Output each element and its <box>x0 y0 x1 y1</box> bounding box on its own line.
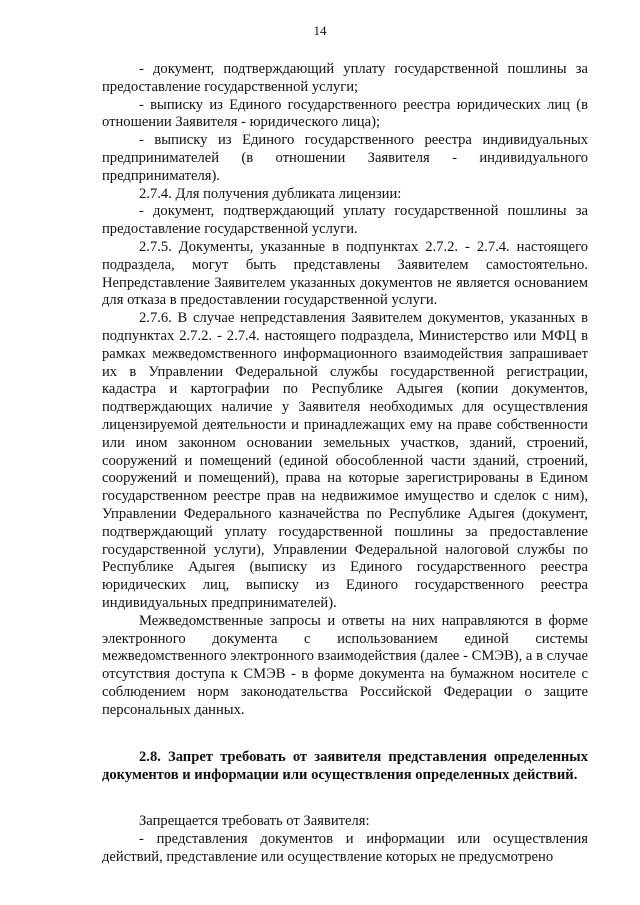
paragraph-2-7-4: 2.7.4. Для получения дубликата лицензии: <box>139 185 402 202</box>
paragraph-legal-entities-extract: - выписку из Единого государственного реестра юридических лиц (в отношении Заявителя - юридического лица); <box>102 96 588 131</box>
paragraph-prohibited-to-require: Запрещается требовать от Заявителя: <box>139 813 370 830</box>
page-number: 14 <box>313 23 327 38</box>
paragraph-2-7-5: 2.7.5. Документы, указанные в подпунктах 2.7.2. - 2.7.4. настоящего подраздела, могут быть представлены Заявителем самостоятельно. Непредставление Заявителем указанных документов не является основанием для отказа в предоставлении государственной услуги. <box>102 238 588 309</box>
paragraph-entrepreneurs-extract: - выписку из Единого государственного реестра индивидуальных предпринимателей (в отношении Заявителя - индивидуального предпринимателя). <box>102 132 588 184</box>
paragraph-state-fee: - документ, подтверждающий уплату государственной пошлины за предоставление государственной услуги; <box>102 61 588 95</box>
paragraph-duplicate-fee: - документ, подтверждающий уплату государственной пошлины за предоставление государственной услуги. <box>102 203 588 238</box>
paragraph-interagency-requests: Межведомственные запросы и ответы на них направляются в форме электронного документа с использованием единой системы межведомственного электронного взаимодействия (далее - СМЭВ), а в случае отсутствия доступа к СМЭВ - в форме документа на бумажном носителе с соблюдением норм законодательства Российской Федерации о защите персональных данных. <box>102 612 588 718</box>
section-heading-2-8: 2.8. Запрет требовать от заявителя представления определенных документов и информации или осуществления определенных действий. <box>102 749 588 784</box>
paragraph-documents-information: - представления документов и информации или осуществления действий, представление или осуществление которых не предусмотрено <box>102 830 588 865</box>
document-body <box>102 61 588 866</box>
paragraph-2-7-6: 2.7.6. В случае непредставления Заявителем документов, указанных в подпунктах 2.7.2. - 2.7.4. настоящего подраздела, Министерство или МФЦ в рамках межведомственного информационного взаимодействия запрашивает их в Управлении Федеральной службы государственной регистрации, кадастра и картографии по Республике Адыгея (копии документов, подтверждающих наличие у Заявителя необходимых для осуществления лицензируемой деятельности и принадлежащих ему на праве собственности или ином законном основании земельных участков, зданий, строений, сооружений и помещений (единой обособленной части зданий, строений, сооружений и помещений), права на которые зарегистрированы в Едином государственном реестре прав на недвижимое имущество и сделок с ним), Управлении Федерального казначейства по Республике Адыгея (документ, подтверждающий уплату государственной пошлины за предоставление государственной услуги), Управлении Федеральной налоговой службы по Республике Адыгея (выписку из Единого государственного реестра юридических лиц, выписку из Единого государственного реестра индивидуальных предпринимателей). <box>102 310 588 611</box>
